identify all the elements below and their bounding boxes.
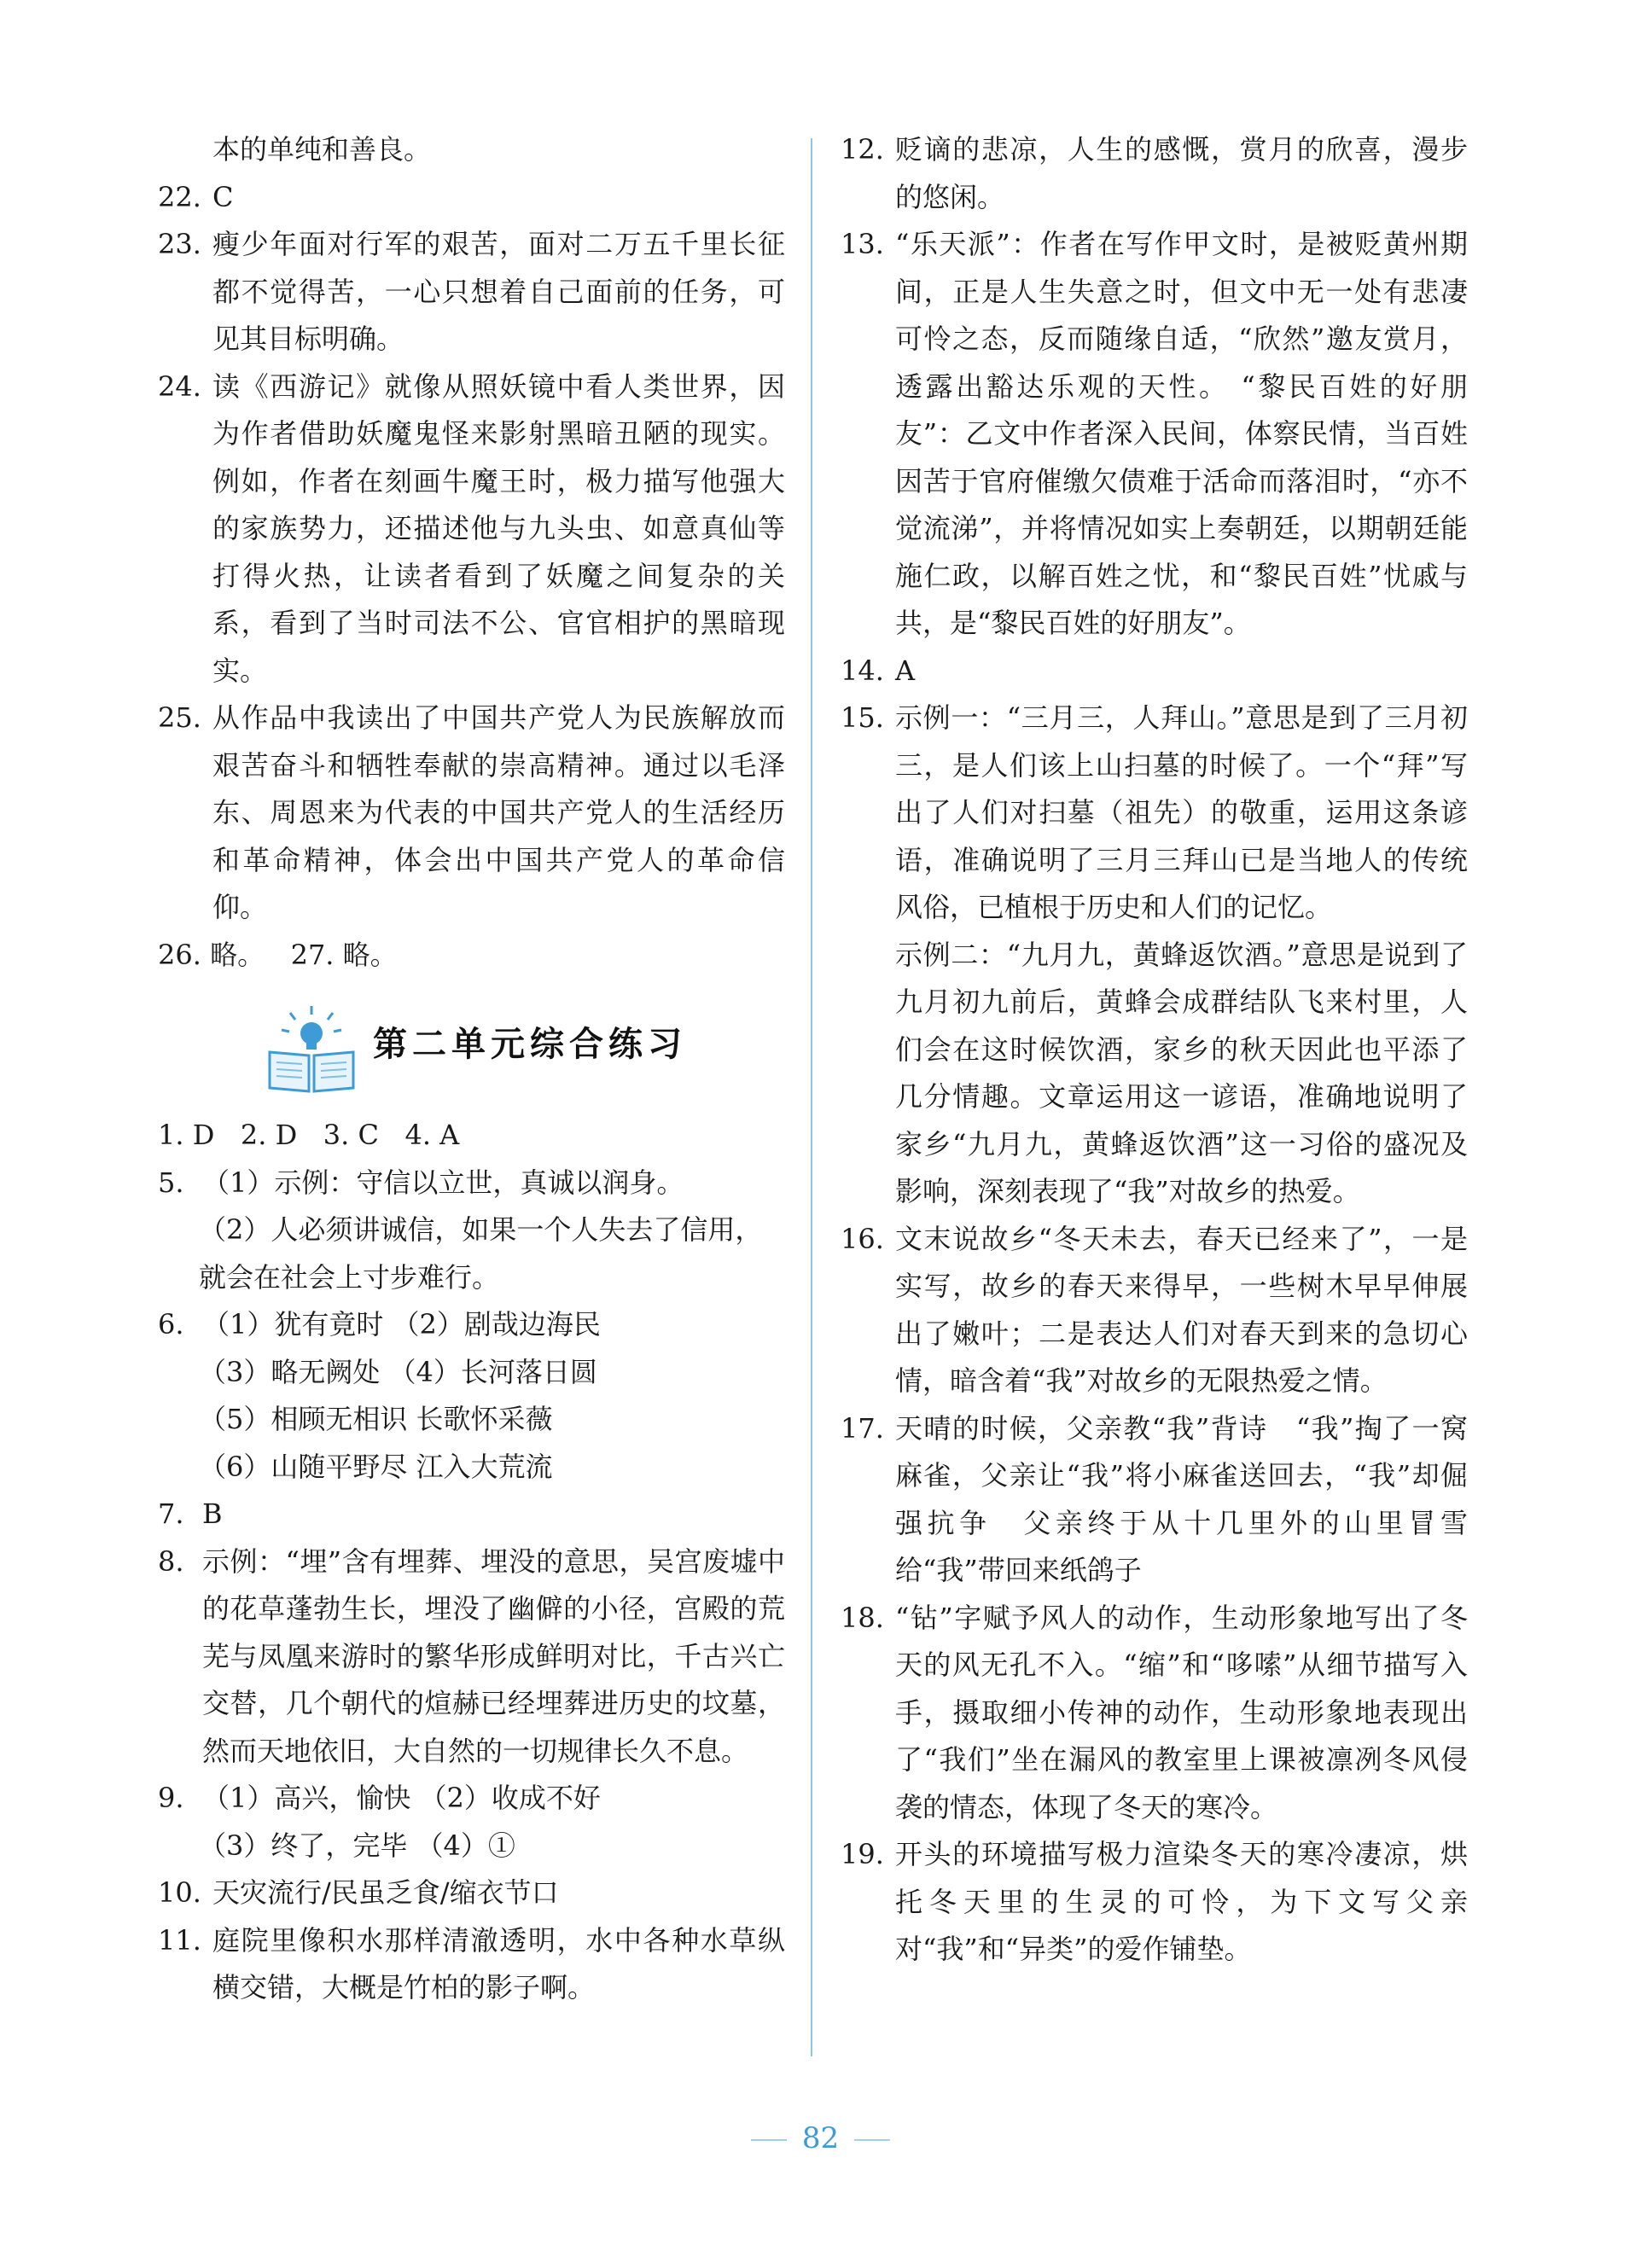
answer-number: 8. — [158, 1544, 184, 1578]
answer-text: 文末说故乡“冬天未去，春天已经来了”，一是实写，故乡的春天来得早，一些树木早早伸展出了嫩叶；二是表达人们对春天到来的急切心情，暗含着“我”对故乡的无限热爱之情。 — [895, 1222, 1468, 1397]
page-number — [0, 2121, 1641, 2155]
answer-subitem: （2）人必须讲诚信，如果一个人失去了信用，就会在社会上寸步难行。 — [199, 1213, 763, 1294]
answer-number: 25. — [158, 701, 201, 734]
answer-continuation — [841, 932, 1468, 1216]
answer-text: “钻”字赋予风人的动作，生动形象地写出了冬天的风无孔不入。“缩”和“哆嗦”从细节描写入手，摄取细小传神的动作，生动形象地表现出了“我们”坐在漏风的教室里上课被凛冽冬风侵袭的情态，体现了冬天的寒冷。 — [895, 1601, 1468, 1823]
page-number-dash-left — [751, 2139, 787, 2141]
answer-number: 14. — [841, 654, 884, 687]
answer-item — [841, 221, 1468, 648]
answer-item — [158, 1775, 785, 1823]
answer-number: 12. — [841, 133, 884, 166]
answer-number: 23. — [158, 228, 201, 260]
answer-line: 1. D 2. D 3. C 4. A — [158, 1119, 460, 1151]
section-heading — [158, 979, 785, 1107]
answer-item — [841, 1216, 1468, 1405]
answer-text: （1）犹有竟时 （2）剧哉边海民 — [202, 1308, 601, 1340]
answer-item — [158, 221, 785, 363]
open-book-lightbulb-icon — [265, 1003, 358, 1096]
answer-text: 瘦少年面对行军的艰苦，面对二万五千里长征都不觉得苦，一心只想着自己面前的任务，可见其目标明确。 — [212, 228, 785, 355]
answer-text: 示例一：“三月三，人拜山。”意思是到了三月初三，是人们该上山扫墓的时候了。一个“拜”写出了人们对扫墓（祖先）的敬重，运用这条谚语，准确说明了三月三拜山已是当地人的传统风俗，已植根于历史和人们的记忆。 — [895, 701, 1468, 923]
answer-item — [841, 126, 1468, 221]
answer-text: “乐天派”：作者在写作甲文时，是被贬黄州期间，正是人生失意之时，但文中无一处有悲凄可怜之态，反而随缘自适，“欣然”邀友赏月，透露出豁达乐观的天性。 “黎民百姓的好朋友”：乙文中作者深入民间，体察民情，当百姓因苦于官府催缴欠债难于活命而落泪时，“亦不觉流涕”，并将情况如实上奏朝廷，以期朝廷能施仁政，以解百姓之忧，和“黎民百姓”忧戚与共，是“黎民百姓的好朋友”。 — [895, 228, 1468, 639]
answer-item — [841, 648, 1468, 695]
section-title: 第二单元综合练习 — [373, 1025, 687, 1064]
column-divider — [811, 138, 812, 2056]
answer-text: 示例：“埋”含有埋葬、埋没的意思，吴宫废墟中的花草蓬勃生长，埋没了幽僻的小径，宫殿的荒芜与凤凰来游时的繁华形成鲜明对比，千古兴亡交替，几个朝代的煊赫已经埋葬进历史的坟墓，然而天地依旧，大自然的一切规律长久不息。 — [202, 1544, 785, 1767]
answer-number: 17. — [841, 1411, 884, 1445]
answer-number: 7. — [158, 1497, 184, 1530]
answer-item — [158, 363, 785, 695]
answer-text: A — [895, 654, 916, 687]
answer-subitem: （3）终了，完毕 （4）① — [199, 1829, 515, 1862]
answer-number: 15. — [841, 701, 884, 734]
answer-text: （1）高兴，愉快 （2）收成不好 — [202, 1782, 601, 1814]
page-number-value: 82 — [801, 2121, 840, 2155]
answer-number: 22. — [158, 180, 201, 213]
answer-text: 示例二：“九月九，黄蜂返饮酒。”意思是说到了九月初九前后，黄蜂会成群结队飞来村里，人们会在这时候饮酒，家乡的秋天因此也平添了几分情趣。文章运用这一谚语，准确地说明了家乡“九月九，黄蜂返饮酒”这一习俗的盛况及影响，深刻表现了“我”对故乡的热爱。 — [895, 938, 1468, 1207]
answer-text: 读《西游记》就像从照妖镜中看人类世界，因为作者借助妖魔鬼怪来影射黑暗丑陋的现实。例如，作者在刻画牛魔王时，极力描写他强大的家族势力，还描述他与九头虫、如意真仙等打得火热，让读者看到了妖魔之间复杂的关系，看到了当时司法不公、官官相护的黑暗现实。 — [212, 369, 785, 687]
answer-text: 本的单纯和善良。 — [212, 133, 432, 166]
answer-text: C — [212, 180, 234, 213]
right-column — [841, 126, 1468, 1974]
answer-subitem: （3）略无阙处 （4）长河落日圆 — [199, 1355, 597, 1388]
answer-subitem: （6）山随平野尽 江入大荒流 — [199, 1450, 553, 1483]
answer-text: （1）示例：守信以立世，真诚以润身。 — [202, 1166, 684, 1199]
answer-item — [158, 174, 785, 222]
answer-item — [158, 1917, 785, 2012]
answer-number: 18. — [841, 1601, 884, 1634]
answer-item — [841, 1405, 1468, 1595]
answer-number: 24. — [158, 369, 201, 403]
answer-item — [841, 695, 1468, 932]
answer-number: 11. — [158, 1923, 201, 1957]
answer-continuation — [158, 126, 785, 174]
answer-item — [841, 1595, 1468, 1832]
answer-text: 从作品中我读出了中国共产党人为民族解放而艰苦奋斗和牺牲奉献的崇高精神。通过以毛泽东、周恩来为代表的中国共产党人的生活经历和革命精神，体会出中国共产党人的革命信仰。 — [212, 701, 785, 923]
answer-number: 6. — [158, 1308, 184, 1340]
answer-item — [158, 695, 785, 932]
answer-item — [158, 1870, 785, 1917]
answer-item — [158, 1160, 785, 1207]
answer-number: 16. — [841, 1222, 884, 1255]
answer-item — [158, 1538, 785, 1776]
left-column — [158, 126, 785, 2012]
answer-item — [158, 1301, 785, 1349]
answer-number: 13. — [841, 228, 884, 260]
answer-text: 贬谪的悲凉，人生的感慨，赏月的欣喜，漫步的悠闲。 — [895, 133, 1468, 213]
answer-text: 庭院里像积水那样清澈透明，水中各种水草纵横交错，大概是竹柏的影子啊。 — [212, 1923, 785, 2003]
answer-text: 开头的环境描写极力渲染冬天的寒冷凄凉，烘托冬天里的生灵的可怜，为下文写父亲对“我”和“异类”的爱作铺垫。 — [895, 1838, 1468, 1965]
answer-subitem: （5）相顾无相识 长歌怀采薇 — [199, 1403, 553, 1435]
answer-number: 10. — [158, 1876, 201, 1909]
answer-text: B — [202, 1497, 223, 1530]
answer-line: 26. 略。 27. 略。 — [158, 938, 398, 971]
answer-number: 5. — [158, 1166, 184, 1199]
answer-number: 9. — [158, 1782, 184, 1814]
answer-text: 天灾流行/民虽乏食/缩衣节口 — [212, 1876, 559, 1909]
answer-text: 天晴的时候，父亲教“我”背诗 “我”掏了一窝麻雀，父亲让“我”将小麻雀送回去，“我”却倔强抗争 父亲终于从十几里外的山里冒雪给“我”带回来纸鸽子 — [895, 1411, 1468, 1586]
page-number-dash-right — [854, 2139, 890, 2141]
answer-item — [158, 1491, 785, 1538]
answer-item — [841, 1831, 1468, 1974]
answer-number: 19. — [841, 1838, 884, 1870]
